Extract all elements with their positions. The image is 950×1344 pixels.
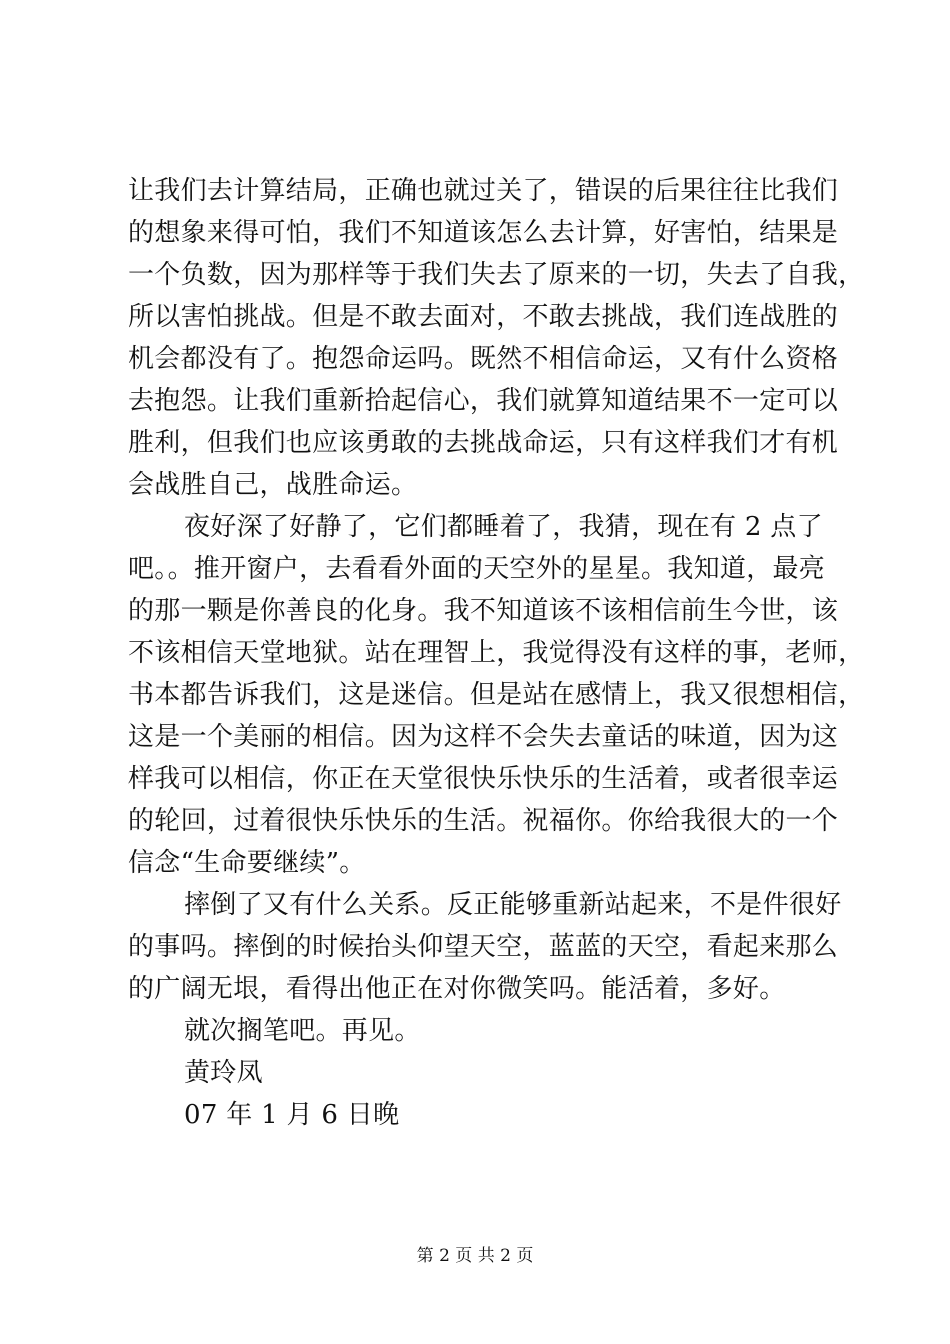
text-line: 样我可以相信，你正在天堂很快乐快乐的生活着，或者很幸运 — [128, 764, 839, 794]
paragraph-1 — [128, 170, 865, 506]
text-line: 夜好深了好静了，它们都睡着了，我猜，现在有 2 点了 — [184, 512, 823, 542]
document-body — [128, 170, 865, 1136]
text-line: 会战胜自己，战胜命运。 — [128, 470, 418, 500]
text-line: 书本都告诉我们，这是迷信。但是站在感情上，我又很想相信， — [128, 680, 865, 710]
text-line: 的想象来得可怕，我们不知道该怎么去计算，好害怕，结果是 — [128, 218, 839, 248]
text-line: 机会都没有了。抱怨命运吗。既然不相信命运，又有什么资格 — [128, 344, 839, 374]
text-line: 的轮回，过着很快乐快乐的生活。祝福你。你给我很大的一个 — [128, 806, 839, 836]
date-line: 07 年 1 月 6 日晚 — [184, 1100, 400, 1130]
signature: 黄玲凤 — [184, 1058, 263, 1088]
text-line: 的那一颗是你善良的化身。我不知道该不该相信前生今世，该 — [128, 596, 839, 626]
text-line: 摔倒了又有什么关系。反正能够重新站起来，不是件很好 — [184, 890, 842, 920]
text-line: 的事吗。摔倒的时候抬头仰望天空，蓝蓝的天空，看起来那么 — [128, 932, 839, 962]
text-line: 去抱怨。让我们重新拾起信心，我们就算知道结果不一定可以 — [128, 386, 839, 416]
paragraph-3 — [128, 884, 842, 1010]
page-number-footer: 第 2 页 共 2 页 — [416, 1246, 534, 1266]
text-line: 所以害怕挑战。但是不敢去面对，不敢去挑战，我们连战胜的 — [128, 302, 839, 332]
paragraph-2 — [128, 506, 865, 884]
text-line: 信念“生命要继续”。 — [128, 848, 366, 878]
text-line: 不该相信天堂地狱。站在理智上，我觉得没有这样的事，老师， — [128, 638, 865, 668]
text-line: 一个负数，因为那样等于我们失去了原来的一切，失去了自我， — [128, 260, 865, 290]
closing-line: 就次搁笔吧。再见。 — [184, 1016, 421, 1046]
text-line: 的广阔无垠，看得出他正在对你微笑吗。能活着，多好。 — [128, 974, 786, 1004]
text-line: 胜利，但我们也应该勇敢的去挑战命运，只有这样我们才有机 — [128, 428, 839, 458]
text-line: 吧。。推开窗户，去看看外面的天空外的星星。我知道，最亮 — [128, 554, 826, 584]
text-line: 这是一个美丽的相信。因为这样不会失去童话的味道，因为这 — [128, 722, 839, 752]
text-line: 让我们去计算结局，正确也就过关了，错误的后果往往比我们 — [128, 176, 839, 206]
